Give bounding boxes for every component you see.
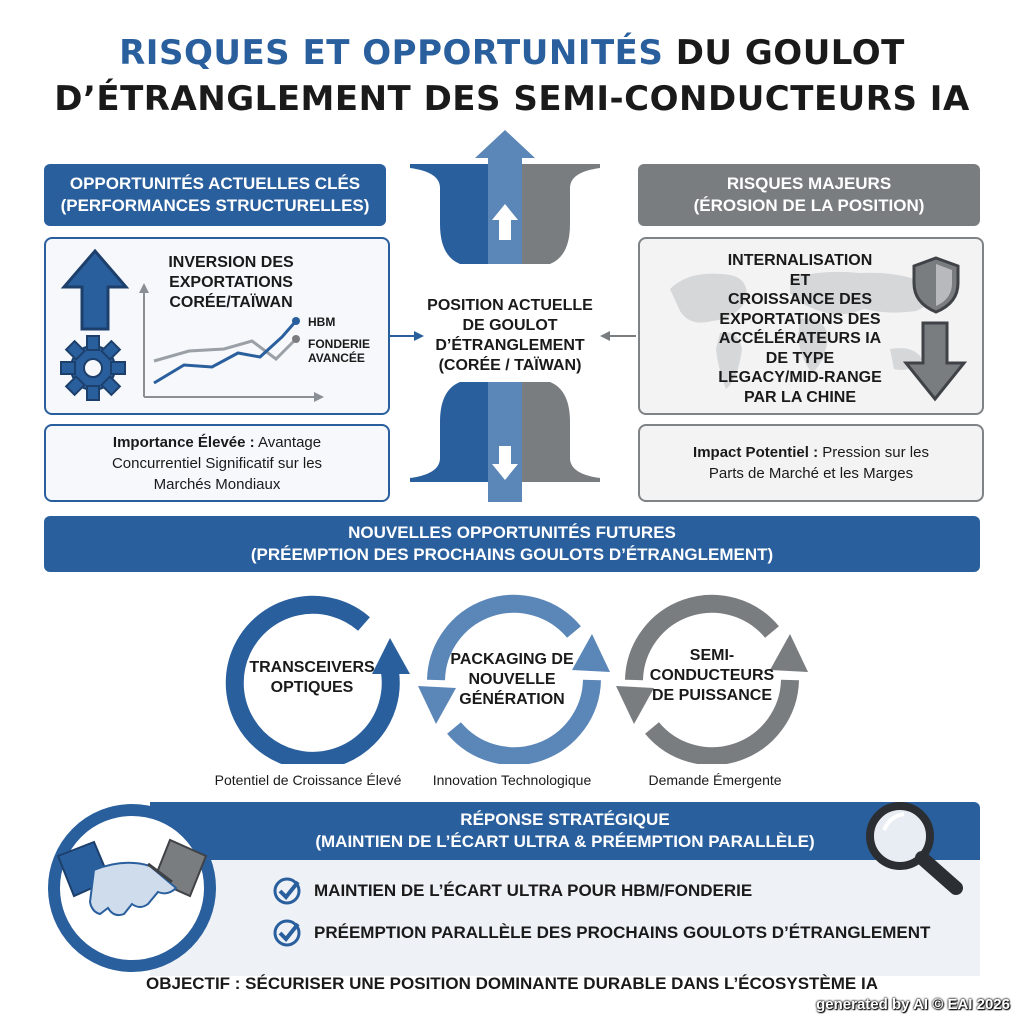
optical-caption: Potentiel de Croissance Élevé [214, 772, 402, 788]
risk-line: PAR LA CHINE [744, 388, 856, 406]
objective-statement: OBJECTIF : SÉCURISER UNE POSITION DOMINANTE DURABLE DANS L’ÉCOSYSTÈME IA [145, 974, 878, 993]
right-connector-arrow-icon [598, 328, 638, 344]
circle-label-line: OPTIQUES [270, 679, 354, 696]
packaging-label [424, 650, 600, 710]
banner-line: NOUVELLES OPPORTUNITÉS FUTURES [348, 523, 676, 542]
importance-label: Importance Élevée : [112, 433, 255, 451]
risk-line: EXPORTATIONS DES [719, 310, 881, 328]
opportunities-banner [44, 164, 386, 226]
circle-label-line: PACKAGING DE [450, 651, 574, 668]
shield-icon [910, 255, 962, 315]
handshake-icon [44, 800, 224, 972]
importance-text: Marchés Mondiaux [153, 475, 281, 493]
title-rest: DU GOULOT [663, 33, 905, 73]
china-risk-panel [638, 237, 984, 415]
export-inversion-panel [44, 237, 390, 415]
circle-label-line: GÉNÉRATION [459, 691, 565, 708]
banner-line: (PRÉEMPTION DES PROCHAINS GOULOTS D’ÉTRANGLEMENT) [250, 545, 774, 564]
banner-line: (ÉROSION DE LA POSITION) [693, 196, 925, 215]
hbm-series-line [154, 321, 296, 383]
chart-title-line: INVERSION DES [168, 254, 294, 271]
banner-line: (MAINTIEN DE L’ÉCART ULTRA & PRÉEMPTION PARALLÈLE) [315, 832, 815, 851]
chart-title-line: EXPORTATIONS [169, 274, 293, 291]
magnifier-icon [860, 796, 970, 900]
export-chart-title [146, 253, 316, 313]
title-accent: RISQUES ET OPPORTUNITÉS [119, 33, 664, 73]
legend-foundry [308, 337, 370, 365]
legend-line: FONDERIE [308, 337, 371, 351]
strategy-item-text: PRÉEMPTION PARALLÈLE DES PROCHAINS GOULOTS D’ÉTRANGLEMENT [314, 923, 931, 942]
power-semiconductors-label [624, 646, 800, 706]
strategy-item-text: MAINTIEN DE L’ÉCART ULTRA POUR HBM/FONDERIE [314, 881, 753, 900]
watermark: generated by AI © EAI 2026 [816, 996, 1010, 1013]
risk-line: LEGACY/MID-RANGE [718, 369, 882, 386]
importance-panel [44, 424, 390, 502]
strategy-item-1 [272, 876, 752, 906]
risk-line: DE TYPE [765, 349, 835, 367]
banner-line: OPPORTUNITÉS ACTUELLES CLÉS [69, 174, 361, 193]
page-title-line2: D’ÉTRANGLEMENT DES SEMI-CONDUCTEURS IA [54, 79, 970, 119]
gear-icon [60, 335, 126, 401]
risk-line: ACCÉLÉRATEURS IA [718, 330, 882, 347]
strategy-banner [150, 802, 980, 860]
impact-text: Parts de Marché et les Marges [708, 465, 914, 482]
future-opportunities-banner [44, 516, 980, 572]
legend-hbm: HBM [308, 315, 336, 329]
importance-text: Avantage [254, 433, 322, 451]
strategy-item-2 [272, 918, 930, 948]
impact-label: Impact Potentiel : [693, 444, 819, 461]
risk-line: INTERNALISATION [727, 252, 873, 269]
legend-line: AVANCÉE [308, 351, 365, 365]
page-title-line1 [0, 30, 1024, 76]
power-caption: Demande Émergente [648, 772, 782, 788]
check-icon [272, 876, 302, 906]
packaging-caption: Innovation Technologique [432, 772, 592, 788]
center-position-text [410, 296, 610, 376]
impact-panel [638, 424, 984, 502]
risk-line: CROISSANCE DES [727, 291, 873, 308]
circle-label-line: TRANSCEIVERS [249, 659, 375, 676]
circle-label-line: SEMI- [689, 647, 735, 664]
impact-text: Pression sur les [818, 444, 929, 461]
center-line: D’ÉTRANGLEMENT [435, 337, 585, 354]
center-line: DE GOULOT [462, 317, 558, 334]
down-arrow-icon [902, 319, 968, 403]
up-arrow-icon [60, 247, 130, 331]
chart-title-line: CORÉE/TAÏWAN [169, 294, 293, 311]
left-connector-arrow-icon [386, 328, 426, 344]
banner-line: RISQUES MAJEURS [726, 174, 892, 193]
circle-label-line: NOUVELLE [468, 671, 556, 688]
circle-label-line: CONDUCTEURS [649, 667, 775, 684]
banner-line: RÉPONSE STRATÉGIQUE [460, 810, 670, 829]
circle-label-line: DE PUISSANCE [651, 687, 773, 704]
risks-banner [638, 164, 980, 226]
center-line: (CORÉE / TAÏWAN) [438, 357, 582, 374]
importance-text: Concurrentiel Significatif sur les [111, 454, 323, 472]
risk-line: ET [789, 271, 811, 289]
optical-transceivers-label [224, 658, 400, 698]
check-icon [272, 918, 302, 948]
center-line: POSITION ACTUELLE [427, 297, 593, 314]
banner-line: (PERFORMANCES STRUCTURELLES) [60, 196, 370, 215]
china-risk-text [700, 251, 900, 407]
